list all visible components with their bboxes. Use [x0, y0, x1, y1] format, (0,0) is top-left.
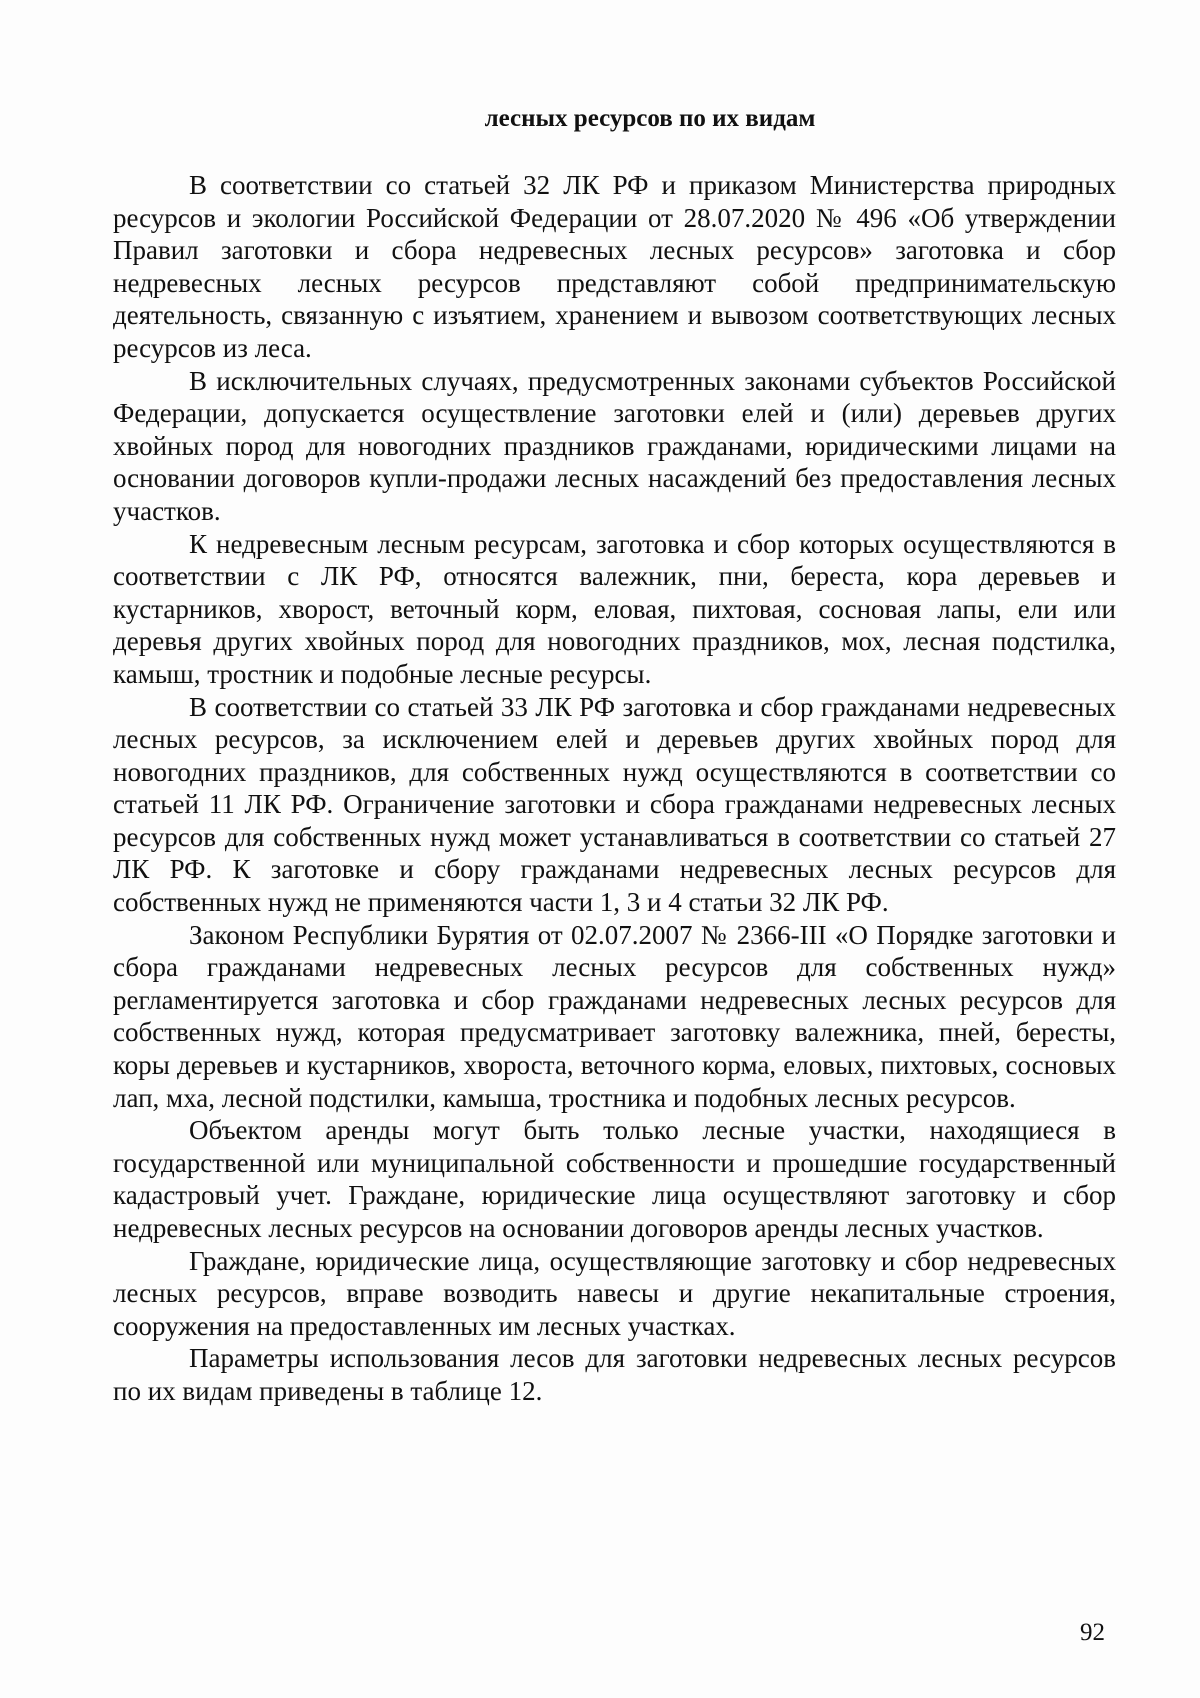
paragraph: Граждане, юридические лица, осуществляющие заготовку и сбор недревесных лесных ресурсов, вправе возводить навесы и другие некапитальные строения, сооружения на предоставленных им лесных участках.	[113, 1245, 1116, 1341]
paragraph: Законом Республики Бурятия от 02.07.2007 № 2366-III «О Порядке заготовки и сбора гражданами недревесных лесных ресурсов для собственных нужд» регламентируется заготовка и сбор гражданами недревесных лесных ресурсов для собственных нужд, которая предусматривает заготовку валежника, пней, бересты, коры деревьев и кустарников, хвороста, веточного корма, еловых, пихтовых, сосновых лап, мха, лесной подстилки, камыша, тростника и подобных лесных ресурсов.	[113, 919, 1116, 1113]
page-number: 92	[1080, 1619, 1105, 1646]
paragraph: В исключительных случаях, предусмотренных законами субъектов Российской Федерации, допускается осуществление заготовки елей и (или) деревьев других хвойных пород для новогодних праздников гражданами, юридическими лицами на основании договоров купли-продажи лесных насаждений без предоставления лесных участков.	[113, 365, 1116, 526]
paragraph: Объектом аренды могут быть только лесные участки, находящиеся в государственной или муниципальной собственности и прошедшие государственный кадастровый учет. Граждане, юридические лица осуществляют заготовку и сбор недревесных лесных ресурсов на основании договоров аренды лесных участков.	[113, 1115, 1116, 1243]
section-heading: лесных ресурсов по их видам	[484, 105, 816, 132]
body-text	[113, 169, 1116, 1408]
paragraph: В соответствии со статьей 33 ЛК РФ заготовка и сбор гражданами недревесных лесных ресурсов, за исключением елей и деревьев других хвойных пород для новогодних праздников, для собственных нужд осуществляются в соответствии со статьей 11 ЛК РФ. Ограничение заготовки и сбора гражданами недревесных лесных ресурсов для собственных нужд может устанавливаться в соответствии со статьей 27 ЛК РФ. К заготовке и сбору гражданами недревесных лесных ресурсов для собственных нужд не применяются части 1, 3 и 4 статьи 32 ЛК РФ.	[113, 691, 1116, 918]
paragraph: К недревесным лесным ресурсам, заготовка и сбор которых осуществляются в соответствии с ЛК РФ, относятся валежник, пни, береста, кора деревьев и кустарников, хворост, веточный корм, еловая, пихтовая, сосновая лапы, ели или деревья других хвойных пород для новогодних праздников, мох, лесная подстилка, камыш, тростник и подобные лесные ресурсы.	[113, 528, 1116, 689]
paragraph: В соответствии со статьей 32 ЛК РФ и приказом Министерства природных ресурсов и экологии Российской Федерации от 28.07.2020 № 496 «Об утверждении Правил заготовки и сбора недревесных лесных ресурсов» заготовка и сбор недревесных лесных ресурсов представляют собой предпринимательскую деятельность, связанную с изъятием, хранением и вывозом соответствующих лесных ресурсов из леса.	[113, 170, 1116, 363]
paragraph: Параметры использования лесов для заготовки недревесных лесных ресурсов по их видам приведены в таблице 12.	[113, 1343, 1116, 1406]
